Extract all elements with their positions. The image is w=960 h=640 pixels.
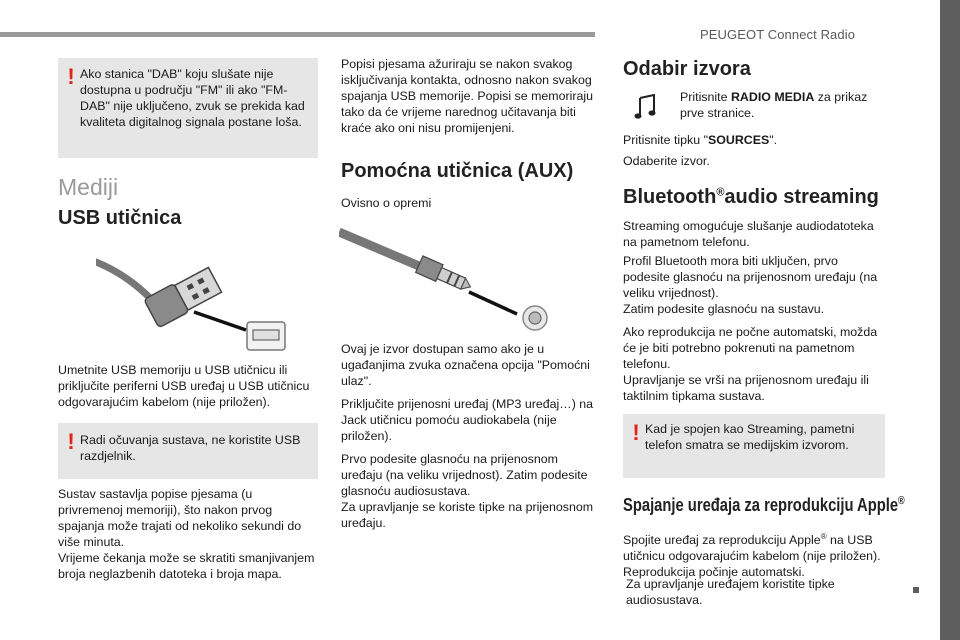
press-radio-media [680,89,880,121]
apple-heading [623,495,905,516]
dab-warning-note [58,58,318,158]
section-title: Mediji [58,174,119,200]
press-prefix: Pritisnite [680,90,731,104]
sources-prefix: Pritisnite tipku " [623,133,708,147]
sources-suffix: ". [769,133,778,147]
bt-text-2: Profil Bluetooth mora biti uključen, prvo podesite glasnoću na prijenosnom uređaju (na veliku vrijednost). Zatim podesite glasnoću na sustavu. [623,254,878,316]
usb-illustration [96,244,296,354]
streaming-warning-text: Kad je spojen kao Streaming, pametni telefon smatra se medijskim izvorom. [645,422,855,452]
select-source: Odaberite izvor. [623,154,710,168]
warning-icon: ! [67,64,75,89]
usb-warning-note [58,423,318,479]
warning-icon: ! [67,429,75,454]
apple-heading-sup: ® [898,495,905,507]
sources-label: SOURCES [707,133,770,147]
bt-text-3: Ako reprodukcija ne počne automatski, možda će je biti potrebno pokrenuti na pametnom telefonu. Upravljanje se vrši na prijenosnom uređaju ili taktilnim tipkama sustava. [623,325,878,403]
usb-warning-text: Radi očuvanja sustava, ne koristite USB razdjelnik. [80,433,301,463]
warning-icon: ! [632,420,640,445]
apple-text-a: Spojite uređaj za reprodukciju Apple [623,533,821,548]
usb-text: Umetnite USB memoriju u USB utičnicu ili priključite periferni USB uređaj u USB utičnicu odgovarajućim kabelom (nije priložen). [58,363,310,409]
press-suffix: za prikaz prve stranice. [680,90,868,120]
apple-text-sup: ® [820,532,827,541]
aux-heading: Pomoćna utičnica (AUX) [341,160,574,182]
apple-text-2: Za upravljanje uređajem koristite tipke audiosustava. [626,577,835,607]
radio-media-label: RADIO MEDIA [730,90,815,104]
apple-heading-text: Spajanje uređaja za reprodukciju Apple [623,495,899,515]
side-tab [940,0,960,640]
aux-text-3: Prvo podesite glasnoću na prijenosnom uređaju (na veliku vrijednost). Zatim podesite glasnoću audiosustava. Za upravljanje se koriste tipke na prijenosnom uređaju. [341,452,594,530]
apple-text-b: na USB utičnicu odgovarajućim kabelom (nije priložen). Reprodukcija počinje automatski. [623,533,881,580]
dab-warning-text: Ako stanica "DAB" koju slušate nije dostupna u području "FM" ili ako "FM-DAB" nije uključeno, zvuk se prekida kad kvaliteta digitalnog signala postane loša. [80,67,305,129]
bt-heading-rest: audio streaming [724,186,879,208]
source-heading: Odabir izvora [623,58,751,80]
music-note-icon [634,94,658,120]
apple-text-1 [623,529,885,580]
playlist-update-text: Popisi pjesama ažuriraju se nakon svakog isključivanja kontakta, odnosno nakon svakog spajanja USB memorije. Popisi se memoriraju tako da će vrijeme narednog učitavanja biti kraće ako oni nisu promijenjeni. [341,57,594,135]
page-header: PEUGEOT Connect Radio [700,27,856,42]
page-marker [913,587,919,593]
bluetooth-heading [623,186,879,209]
bt-heading-sup: ® [716,186,725,199]
aux-text-2: Priključite prijenosni uređaj (MP3 uređaj…) na Jack utičnicu pomoću audiokabela (nije priložen). [341,397,594,443]
bt-text-1: Streaming omogućuje slušanje audiodatoteka na pametnom telefonu. [623,219,874,249]
playlist-text: Sustav sastavlja popise pjesama (u privremenoj memoriji), što nakon prvog spajanja može trajati od nekoliko sekundi do više minuta. Vrijeme čekanja može se skratiti smanjivanjem broja neglazbenih datoteka i broja mapa. [58,487,315,581]
top-rule [0,32,595,37]
bt-heading-text: Bluetooth [623,186,717,208]
aux-text-1: Ovaj je izvor dostupan samo ako je u ugađanjima zvuka označena opcija "Pomoćni ulaz". [341,342,590,388]
press-sources [623,132,885,148]
aux-subtitle: Ovisno o opremi [341,196,432,210]
aux-jack-illustration [339,220,551,332]
streaming-warning-note [623,414,885,478]
usb-heading: USB utičnica [58,207,182,229]
